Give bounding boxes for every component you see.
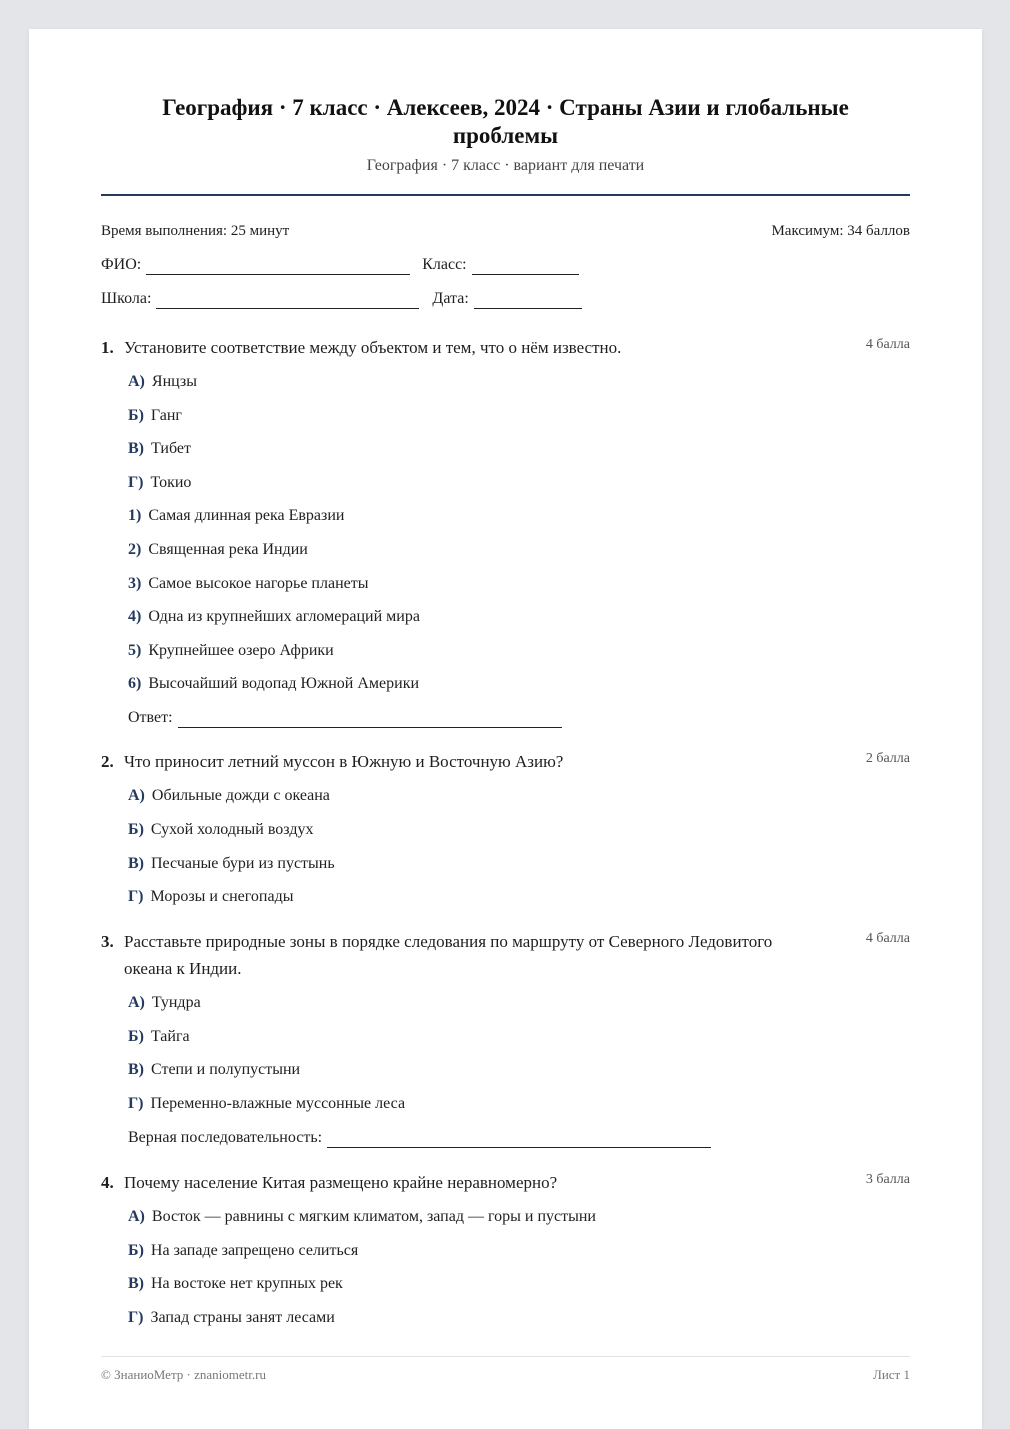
option-text: Тибет xyxy=(151,440,191,458)
question-number: 3. xyxy=(101,932,114,952)
option[interactable] xyxy=(128,1060,910,1080)
school-field xyxy=(101,289,419,309)
option-label: Г) xyxy=(128,888,144,906)
class-line[interactable] xyxy=(472,260,579,275)
question-number: 2. xyxy=(101,752,114,772)
option-label: Б) xyxy=(128,1027,144,1045)
school-line[interactable] xyxy=(156,294,419,309)
question-text: Почему население Китая размещено крайне неравномерно? xyxy=(124,1172,558,1192)
question-2-head xyxy=(101,748,910,775)
option-label: А) xyxy=(128,373,145,390)
class-label: Класс: xyxy=(422,256,467,273)
option-text: Одна из крупнейших агломераций мира xyxy=(148,608,420,626)
answer-line[interactable] xyxy=(178,713,562,728)
option-label: Г) xyxy=(128,1094,144,1112)
option[interactable] xyxy=(128,607,910,627)
option-label: 4) xyxy=(128,608,142,626)
option-text: Восток — равнины с мягким климатом, запад — горы и пустыни xyxy=(151,1207,596,1225)
option-label: 6) xyxy=(128,675,142,693)
page-title: География · 7 класс · Алексеев, 2024 · Страны Азии и глобальные проблемы xyxy=(162,95,849,148)
class-field xyxy=(422,255,578,275)
worksheet-content xyxy=(101,29,910,1328)
option[interactable] xyxy=(128,439,910,459)
header-divider xyxy=(101,194,910,196)
time-limit: Время выполнения: 25 минут xyxy=(101,223,290,239)
meta-row xyxy=(101,221,910,241)
option-text: Крупнейшее озеро Африки xyxy=(148,641,334,659)
option-text: Самое высокое нагорье планеты xyxy=(148,574,369,592)
max-score: Максимум: 34 баллов xyxy=(771,223,910,239)
answer-field xyxy=(128,1128,910,1148)
option-text: Морозы и снегопады xyxy=(150,888,294,906)
question-text: Установите соответствие между объектом и тем, что о нём известно. xyxy=(124,338,622,357)
footer-page-number: Лист 1 xyxy=(873,1367,910,1382)
student-fields-row-2 xyxy=(101,289,910,309)
option[interactable] xyxy=(128,473,910,493)
option-label: Г) xyxy=(128,473,144,491)
worksheet-page xyxy=(29,29,982,1429)
option-text: Священная река Индии xyxy=(148,540,308,558)
option-label: В) xyxy=(128,1275,144,1293)
option-text: Песчаные бури из пустынь xyxy=(151,854,335,872)
answer-label: Верная последовательность: xyxy=(128,1128,323,1146)
page-footer xyxy=(101,1356,910,1383)
footer-copyright: © ЗнаниоМетр · znaniometr.ru xyxy=(101,1367,266,1382)
option-text: На западе запрещено селиться xyxy=(150,1241,359,1259)
option-text: Переменно-влажные муссонные леса xyxy=(150,1094,406,1112)
option-text: Степи и полупустыни xyxy=(151,1061,301,1079)
option[interactable] xyxy=(128,1274,910,1294)
option-label: В) xyxy=(128,440,144,458)
option-label: Б) xyxy=(128,406,144,424)
option[interactable] xyxy=(128,1241,910,1261)
option-text: Запад страны занят лесами xyxy=(150,1308,335,1326)
option-label: Б) xyxy=(128,820,144,838)
option-text: Высочайший водопад Южной Америки xyxy=(148,675,420,693)
question-4-head xyxy=(101,1169,910,1196)
answer-label: Ответ: xyxy=(128,709,173,727)
date-label: Дата: xyxy=(432,290,469,307)
option[interactable] xyxy=(128,1094,910,1114)
option[interactable] xyxy=(128,372,910,392)
option[interactable] xyxy=(128,641,910,661)
option-text: Тундра xyxy=(151,994,201,1012)
option[interactable] xyxy=(128,993,910,1013)
option-label: 1) xyxy=(128,507,142,525)
option[interactable] xyxy=(128,1027,910,1047)
option-label: 3) xyxy=(128,574,142,592)
question-2 xyxy=(101,748,910,907)
date-field xyxy=(432,289,581,309)
answer-field xyxy=(128,708,910,728)
option-text: На востоке нет крупных рек xyxy=(151,1275,343,1293)
question-points: 4 балла xyxy=(865,931,910,947)
date-line[interactable] xyxy=(474,294,582,309)
option-label: 2) xyxy=(128,540,142,558)
school-label: Школа: xyxy=(101,290,152,307)
option[interactable] xyxy=(128,1308,910,1328)
question-text: Что приносит летний муссон в Южную и Восточную Азию? xyxy=(124,752,564,772)
question-1-head xyxy=(101,334,910,361)
answer-line[interactable] xyxy=(327,1133,711,1148)
option-text: Тайга xyxy=(150,1027,190,1045)
question-number: 1. xyxy=(101,338,114,357)
option[interactable] xyxy=(128,674,910,694)
option[interactable] xyxy=(128,1207,910,1227)
option-label: В) xyxy=(128,854,144,872)
option-label: А) xyxy=(128,994,145,1012)
question-points: 4 балла xyxy=(865,337,910,352)
option[interactable] xyxy=(128,887,910,907)
question-4 xyxy=(101,1169,910,1328)
question-number: 4. xyxy=(101,1172,114,1192)
option-label: Б) xyxy=(128,1241,144,1259)
option-label: Г) xyxy=(128,1308,144,1326)
option-text: Сухой холодный воздух xyxy=(150,820,314,838)
option[interactable] xyxy=(128,786,910,806)
option-text: Янцзы xyxy=(151,373,197,390)
option-label: А) xyxy=(128,1207,145,1225)
fio-line[interactable] xyxy=(146,260,410,275)
option-label: В) xyxy=(128,1061,144,1079)
option[interactable] xyxy=(128,506,910,526)
question-3-head xyxy=(101,928,910,982)
fio-field xyxy=(101,255,410,275)
option-text: Токио xyxy=(150,473,192,491)
question-points: 2 балла xyxy=(865,751,910,767)
option[interactable] xyxy=(128,540,910,560)
option-label: 5) xyxy=(128,641,142,659)
option[interactable] xyxy=(128,574,910,594)
page-subtitle: География · 7 класс · вариант для печати xyxy=(366,157,645,174)
option[interactable] xyxy=(128,406,910,426)
option-text: Обильные дожди с океана xyxy=(151,787,330,805)
student-fields-row-1 xyxy=(101,255,910,275)
option[interactable] xyxy=(128,820,910,840)
fio-label: ФИО: xyxy=(101,256,142,273)
option-label: А) xyxy=(128,787,145,805)
question-points: 3 балла xyxy=(865,1171,910,1187)
option-text: Самая длинная река Евразии xyxy=(148,507,345,525)
option[interactable] xyxy=(128,854,910,874)
question-text: Расставьте природные зоны в порядке следования по маршруту от Северного Ледовитого океана к Индии. xyxy=(124,932,773,979)
question-1 xyxy=(101,334,910,728)
question-3 xyxy=(101,928,910,1148)
option-text: Ганг xyxy=(150,406,182,424)
